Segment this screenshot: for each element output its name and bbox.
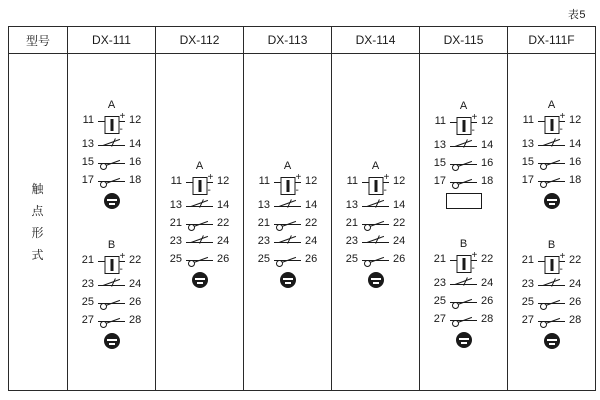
terminal-right: 26 <box>305 253 318 265</box>
terminal-left: 21 <box>81 254 94 266</box>
row-label-char-1: 点 <box>31 204 45 218</box>
contact-nc-icon <box>539 136 565 154</box>
terminal-right: 24 <box>129 278 142 290</box>
terminal-right: 26 <box>481 295 494 307</box>
terminal-left: 13 <box>257 199 270 211</box>
group-a-dx113 <box>244 159 331 295</box>
contact-row <box>244 251 331 269</box>
header-cell-model-1: DX-112 <box>156 27 244 54</box>
group-title-a: A <box>547 99 556 111</box>
contact-row <box>244 233 331 251</box>
terminal-right: 14 <box>129 138 142 150</box>
ground-row <box>508 330 595 356</box>
terminal-right: 22 <box>129 254 142 266</box>
terminal-left: 21 <box>169 217 182 229</box>
terminal-right: 22 <box>305 217 318 229</box>
polarity-minus: - <box>119 124 123 135</box>
contact-nc-icon <box>451 275 477 293</box>
terminal-left: 13 <box>169 199 182 211</box>
polarity-minus: - <box>559 124 563 135</box>
terminal-right: 28 <box>481 313 494 325</box>
group-a-dx111f <box>508 98 595 216</box>
header-cell-label: 型号 <box>9 27 68 54</box>
coil-row <box>420 251 507 275</box>
terminal-right: 12 <box>217 175 230 187</box>
terminal-left: 23 <box>521 278 534 290</box>
terminal-right: 14 <box>305 199 318 211</box>
contact-form-table <box>8 26 596 391</box>
terminal-left: 11 <box>434 115 446 127</box>
group-b-dx111 <box>68 238 155 356</box>
coil-row <box>68 112 155 136</box>
terminal-right: 22 <box>217 217 230 229</box>
terminal-right: 22 <box>569 254 582 266</box>
terminal-left: 25 <box>433 295 446 307</box>
terminal-right: 12 <box>481 115 494 127</box>
terminal-right: 14 <box>481 139 494 151</box>
contact-na-icon <box>451 313 477 327</box>
ground-row <box>68 190 155 216</box>
contact-row <box>508 172 595 190</box>
coil-row <box>420 113 507 137</box>
contact-nc-icon <box>275 233 301 251</box>
contact-na-icon <box>451 157 477 171</box>
terminal-right: 16 <box>129 156 142 168</box>
terminal-right: 18 <box>481 175 494 187</box>
contact-nc-icon <box>99 136 125 154</box>
contact-nc-icon <box>451 137 477 155</box>
ground-icon <box>544 193 560 209</box>
table-body-row <box>9 54 596 391</box>
ground-icon <box>456 332 472 348</box>
group-title-b: B <box>459 238 468 250</box>
contact-na-icon <box>539 156 565 170</box>
polarity-minus: - <box>471 125 475 136</box>
ground-row <box>68 330 155 356</box>
contact-na-icon <box>539 174 565 188</box>
terminal-left: 15 <box>521 156 534 168</box>
coil-row <box>508 252 595 276</box>
terminal-right: 18 <box>569 174 582 186</box>
contact-na-icon <box>275 253 301 267</box>
contact-row <box>508 276 595 294</box>
polarity-plus: + <box>383 172 390 183</box>
polarity-plus: + <box>559 111 566 122</box>
polarity-plus: + <box>207 172 214 183</box>
row-label-contact-form <box>9 54 68 391</box>
ground-icon <box>104 193 120 209</box>
contact-row <box>332 233 419 251</box>
terminal-right: 28 <box>569 314 582 326</box>
group-title-a: A <box>371 160 380 172</box>
terminal-right: 16 <box>569 156 582 168</box>
header-cell-model-4: DX-115 <box>420 27 508 54</box>
contact-nc-icon <box>187 197 213 215</box>
coil-symbol <box>456 255 471 273</box>
terminal-left: 17 <box>81 174 94 186</box>
contact-nc-icon <box>363 197 389 215</box>
terminal-left: 17 <box>433 175 446 187</box>
contact-row <box>68 294 155 312</box>
diagram-cell-dx115 <box>420 54 508 391</box>
terminal-left: 15 <box>81 156 94 168</box>
terminal-left: 23 <box>433 277 446 289</box>
group-a-dx111 <box>68 98 155 216</box>
contact-na-icon <box>451 295 477 309</box>
terminal-right: 24 <box>393 235 406 247</box>
contact-na-icon <box>275 217 301 231</box>
diagram-cell-dx112 <box>156 54 244 391</box>
polarity-plus: + <box>471 250 478 261</box>
terminal-left: 21 <box>521 254 534 266</box>
group-a-dx114 <box>332 159 419 295</box>
group-a-dx115 <box>420 99 507 215</box>
terminal-right: 12 <box>569 114 582 126</box>
coil-symbol <box>192 177 207 195</box>
terminal-left: 25 <box>257 253 270 265</box>
row-label-char-3: 式 <box>31 248 45 262</box>
terminal-right: 26 <box>217 253 230 265</box>
contact-na-icon <box>539 296 565 310</box>
contact-row <box>420 137 507 155</box>
terminal-right: 18 <box>129 174 142 186</box>
terminal-left: 27 <box>81 314 94 326</box>
group-b-dx111f <box>508 238 595 356</box>
contact-na-icon <box>99 156 125 170</box>
ground-icon <box>368 272 384 288</box>
contact-row <box>68 276 155 294</box>
contact-row <box>332 215 419 233</box>
terminal-left: 25 <box>169 253 182 265</box>
group-title-b: B <box>107 239 116 251</box>
diagram-cell-dx111f <box>508 54 596 391</box>
contact-row <box>420 155 507 173</box>
coil-row <box>68 252 155 276</box>
ground-icon <box>104 333 120 349</box>
coil-symbol <box>368 177 383 195</box>
terminal-left: 23 <box>257 235 270 247</box>
contact-nc-icon <box>275 197 301 215</box>
coil-symbol <box>544 256 559 274</box>
header-cell-model-2: DX-113 <box>244 27 332 54</box>
group-title-a: A <box>459 100 468 112</box>
diagram-cell-dx113 <box>244 54 332 391</box>
coil-row <box>332 173 419 197</box>
contact-row <box>420 275 507 293</box>
group-title-a: A <box>283 160 292 172</box>
contact-nc-icon <box>539 276 565 294</box>
terminal-right: 22 <box>481 253 494 265</box>
terminal-left: 11 <box>170 175 182 187</box>
contact-na-icon <box>99 314 125 328</box>
contact-row <box>508 154 595 172</box>
coil-symbol <box>280 177 295 195</box>
contact-row <box>156 215 243 233</box>
table-header-row <box>9 27 596 54</box>
terminal-right: 12 <box>305 175 318 187</box>
terminal-right: 24 <box>305 235 318 247</box>
contact-row <box>68 136 155 154</box>
contact-na-icon <box>99 296 125 310</box>
ground-row <box>244 269 331 295</box>
contact-row <box>156 233 243 251</box>
polarity-plus: + <box>295 172 302 183</box>
polarity-plus: + <box>471 112 478 123</box>
group-title-b: B <box>547 239 556 251</box>
contact-row <box>420 293 507 311</box>
contact-row <box>332 251 419 269</box>
terminal-block-row <box>420 191 507 215</box>
contact-row <box>68 154 155 172</box>
contact-row <box>508 312 595 330</box>
contact-row <box>420 173 507 191</box>
terminal-left: 11 <box>82 114 94 126</box>
terminal-left: 13 <box>433 139 446 151</box>
polarity-minus: - <box>559 264 563 275</box>
header-cell-model-0: DX-111 <box>68 27 156 54</box>
contact-row <box>156 197 243 215</box>
terminal-left: 25 <box>81 296 94 308</box>
ground-row <box>508 190 595 216</box>
terminal-right: 26 <box>569 296 582 308</box>
polarity-minus: - <box>119 264 123 275</box>
header-cell-model-3: DX-114 <box>332 27 420 54</box>
coil-symbol <box>104 116 119 134</box>
coil-symbol <box>456 117 471 135</box>
terminal-block-icon <box>446 193 482 209</box>
contact-row <box>68 172 155 190</box>
terminal-left: 25 <box>345 253 358 265</box>
terminal-left: 11 <box>258 175 270 187</box>
contact-row <box>68 312 155 330</box>
table-caption: 表5 <box>567 9 586 21</box>
contact-nc-icon <box>187 233 213 251</box>
diagram-cell-dx111 <box>68 54 156 391</box>
coil-row <box>508 112 595 136</box>
coil-row <box>244 173 331 197</box>
terminal-right: 14 <box>217 199 230 211</box>
group-a-dx112 <box>156 159 243 295</box>
terminal-left: 21 <box>257 217 270 229</box>
ground-row <box>156 269 243 295</box>
contact-row <box>508 136 595 154</box>
polarity-minus: - <box>471 263 475 274</box>
row-label-char-2: 形 <box>31 226 45 240</box>
terminal-left: 23 <box>345 235 358 247</box>
contact-na-icon <box>99 174 125 188</box>
contact-nc-icon <box>363 233 389 251</box>
contact-row <box>244 215 331 233</box>
terminal-right: 26 <box>393 253 406 265</box>
terminal-right: 24 <box>217 235 230 247</box>
contact-nc-icon <box>99 276 125 294</box>
contact-na-icon <box>187 253 213 267</box>
terminal-left: 17 <box>521 174 534 186</box>
ground-icon <box>192 272 208 288</box>
ground-row <box>332 269 419 295</box>
polarity-plus: + <box>119 251 126 262</box>
terminal-right: 26 <box>129 296 142 308</box>
ground-icon <box>280 272 296 288</box>
contact-na-icon <box>363 217 389 231</box>
terminal-left: 21 <box>345 217 358 229</box>
terminal-right: 12 <box>129 114 142 126</box>
terminal-left: 21 <box>433 253 446 265</box>
terminal-left: 25 <box>521 296 534 308</box>
terminal-left: 27 <box>433 313 446 325</box>
group-b-dx115 <box>420 237 507 355</box>
contact-row <box>508 294 595 312</box>
terminal-left: 23 <box>169 235 182 247</box>
coil-symbol <box>544 116 559 134</box>
group-title-a: A <box>195 160 204 172</box>
contact-row <box>156 251 243 269</box>
terminal-left: 11 <box>346 175 358 187</box>
polarity-minus: - <box>207 185 211 196</box>
contact-na-icon <box>363 253 389 267</box>
polarity-minus: - <box>383 185 387 196</box>
terminal-left: 23 <box>81 278 94 290</box>
contact-na-icon <box>187 217 213 231</box>
terminal-left: 13 <box>521 138 534 150</box>
terminal-left: 11 <box>522 114 534 126</box>
terminal-right: 28 <box>129 314 142 326</box>
terminal-left: 13 <box>81 138 94 150</box>
contact-row <box>244 197 331 215</box>
ground-row <box>420 329 507 355</box>
terminal-right: 14 <box>393 199 406 211</box>
terminal-right: 14 <box>569 138 582 150</box>
row-label-char-0: 触 <box>31 182 45 196</box>
terminal-right: 22 <box>393 217 406 229</box>
header-cell-model-5: DX-111F <box>508 27 596 54</box>
group-title-a: A <box>107 99 116 111</box>
diagram-cell-dx114 <box>332 54 420 391</box>
polarity-plus: + <box>119 111 126 122</box>
contact-na-icon <box>451 175 477 189</box>
ground-icon <box>544 333 560 349</box>
coil-row <box>156 173 243 197</box>
terminal-left: 27 <box>521 314 534 326</box>
terminal-right: 12 <box>393 175 406 187</box>
coil-symbol <box>104 256 119 274</box>
polarity-plus: + <box>559 251 566 262</box>
terminal-left: 13 <box>345 199 358 211</box>
contact-row <box>332 197 419 215</box>
terminal-right: 24 <box>481 277 494 289</box>
terminal-right: 16 <box>481 157 494 169</box>
contact-row <box>420 311 507 329</box>
polarity-minus: - <box>295 185 299 196</box>
terminal-right: 24 <box>569 278 582 290</box>
terminal-left: 15 <box>433 157 446 169</box>
contact-na-icon <box>539 314 565 328</box>
